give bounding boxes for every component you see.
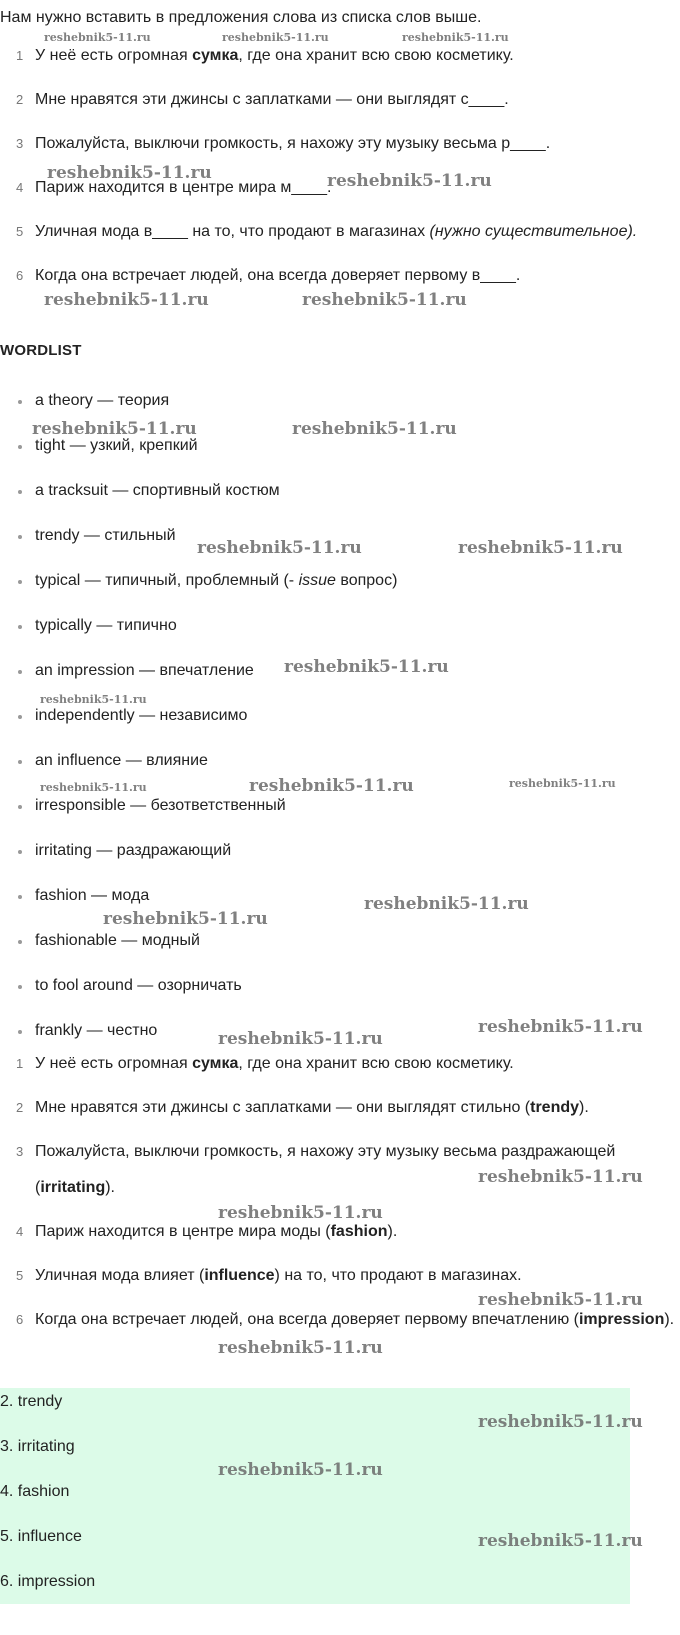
solution-text: Мне нравятся эти джинсы с заплатками — они выглядят стильно ( [35,1099,531,1116]
solution-number: 6 [16,1312,24,1327]
watermark: reshebnik5-11.ru [478,1531,643,1551]
bullet-icon [18,985,22,989]
solution-bold: impression [578,1311,665,1328]
answer-item: 2. trendy [0,1393,63,1410]
question-text: У неё есть огромная [35,47,193,64]
bullet-icon [18,1030,22,1034]
solution-bold: fashion [330,1223,388,1240]
wordlist-text: trendy — стильный [35,527,176,544]
bullet-icon [18,490,22,494]
bullet-icon [18,715,22,719]
solution-number: 1 [16,1056,24,1071]
solution-number: 3 [16,1144,24,1159]
question-text: Мне нравятся эти джинсы с заплатками — они выглядят с____. [35,91,509,108]
wordlist-item [0,614,397,659]
question-text: , где она хранит всю свою косметику. [238,47,514,64]
wordlist-item [0,434,397,479]
watermark: reshebnik5-11.ru [478,1412,643,1432]
solution-bold: irritating [40,1179,106,1196]
wordlist-item [0,704,397,749]
watermark: reshebnik5-11.ru [44,31,151,44]
wordlist-item [0,974,397,1019]
solution-bold: influence [204,1267,275,1284]
question-number: 3 [16,136,24,151]
solution-text: Париж находится в центре мира моды ( [35,1223,331,1240]
solution-bold: trendy [530,1099,580,1116]
wordlist-text: frankly — честно [35,1022,158,1039]
wordlist-item [0,794,397,839]
bullet-icon [18,535,22,539]
watermark: reshebnik5-11.ru [222,31,329,44]
watermark: reshebnik5-11.ru [402,31,509,44]
wordlist-text: a theory — теория [35,392,170,409]
wordlist-text: tight — узкий, крепкий [35,437,198,454]
solution-bold: сумка [192,1055,239,1072]
watermark: reshebnik5-11.ru [364,894,529,914]
question-number: 1 [16,48,24,63]
bullet-icon [18,805,22,809]
solution-number: 2 [16,1100,24,1115]
watermark: reshebnik5-11.ru [458,538,623,558]
solution-text: Уличная мода влияет ( [35,1267,205,1284]
watermark: reshebnik5-11.ru [40,781,147,794]
question-text: Уличная мода в____ на то, что продают в магазинах [35,223,430,240]
wordlist-item [0,929,397,974]
bullet-icon [18,850,22,854]
solution-text: ). [105,1179,115,1196]
question-item [0,82,675,118]
solution-text: У неё есть огромная [35,1055,193,1072]
watermark: reshebnik5-11.ru [218,1460,383,1480]
watermark: reshebnik5-11.ru [197,538,362,558]
wordlist-text: to fool around — озорничать [35,977,242,994]
watermark: reshebnik5-11.ru [284,657,449,677]
solution-number: 4 [16,1224,24,1239]
solution-text: ) на то, что продают в магазинах. [274,1267,522,1284]
bullet-icon [18,625,22,629]
question-number: 2 [16,92,24,107]
wordlist [0,389,397,1064]
solution-text: ). [579,1099,589,1116]
watermark: reshebnik5-11.ru [47,163,212,183]
question-item [0,126,675,162]
solution-text: , где она хранит всю свою косметику. [238,1055,514,1072]
watermark: reshebnik5-11.ru [218,1203,383,1223]
answer-item: 6. impression [0,1573,96,1590]
wordlist-text: a tracksuit — спортивный костюм [35,482,280,499]
watermark: reshebnik5-11.ru [103,909,268,929]
solution-text: ). [387,1223,398,1240]
solution-item [0,1090,675,1126]
question-bold: сумка [192,47,239,64]
wordlist-item [0,839,397,884]
watermark: reshebnik5-11.ru [478,1290,643,1310]
bullet-icon [18,670,22,674]
watermark: reshebnik5-11.ru [302,290,467,310]
question-note: (нужно существительное). [429,223,638,240]
wordlist-text: an influence — влияние [35,752,208,769]
question-item [0,214,675,250]
solution-number: 5 [16,1268,24,1283]
wordlist-text: irresponsible — безответственный [35,797,286,814]
watermark: reshebnik5-11.ru [32,419,197,439]
question-item [0,258,675,294]
answer-item: 4. fashion [0,1483,70,1500]
watermark: reshebnik5-11.ru [327,171,492,191]
question-number: 6 [16,268,24,283]
bullet-icon [18,940,22,944]
bullet-icon [18,580,22,584]
solution-text: ). [664,1311,675,1328]
watermark: reshebnik5-11.ru [249,776,414,796]
question-number: 4 [16,180,24,195]
wordlist-text: typically — типично [35,617,177,634]
watermark: reshebnik5-11.ru [218,1029,383,1049]
question-text: Когда она встречает людей, она всегда доверяет первому в____. [35,267,521,284]
watermark: reshebnik5-11.ru [478,1017,643,1037]
bullet-icon [18,760,22,764]
wordlist-text: independently — независимо [35,707,248,724]
watermark: reshebnik5-11.ru [509,777,616,790]
watermark: reshebnik5-11.ru [44,290,209,310]
wordlist-text: an impression — впечатление [35,662,254,679]
wordlist-text: fashion — мода [35,887,150,904]
answer-item: 5. influence [0,1528,82,1545]
wordlist-text: fashionable — модный [35,932,200,949]
bullet-icon [18,445,22,449]
solution-item [0,1258,675,1294]
wordlist-title: WORDLIST [0,342,82,359]
wordlist-text: typical — типичный, проблемный (- [35,572,299,589]
wordlist-item [0,569,397,614]
watermark: reshebnik5-11.ru [40,693,147,706]
solution-text: Пожалуйста, выключи громкость, я нахожу эту музыку весьма раздражающей ( [35,1143,616,1196]
wordlist-italic: issue [298,572,336,589]
question-text: Париж находится в центре мира м____. [35,179,332,196]
question-number: 5 [16,224,24,239]
answer-item: 3. irritating [0,1438,75,1455]
wordlist-item [0,479,397,524]
question-text: Пожалуйста, выключи громкость, я нахожу эту музыку весьма р____. [35,135,551,152]
wordlist-text: irritating — раздражающий [35,842,232,859]
bullet-icon [18,895,22,899]
watermark: reshebnik5-11.ru [218,1338,383,1358]
bullet-icon [18,400,22,404]
intro-text: Нам нужно вставить в предложения слова из списка слов выше. [0,9,482,26]
solution-item [0,1046,675,1082]
watermark: reshebnik5-11.ru [478,1167,643,1187]
watermark: reshebnik5-11.ru [292,419,457,439]
wordlist-text: вопрос) [335,572,398,589]
solution-text: Когда она встречает людей, она всегда доверяет первому впечатлению ( [35,1311,579,1328]
